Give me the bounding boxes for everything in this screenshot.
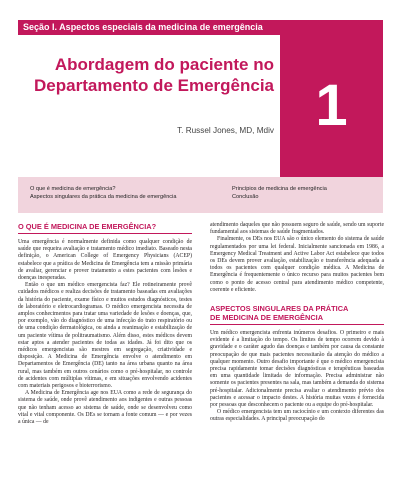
- section-heading-what-is-em: [18, 222, 192, 234]
- section-heading-line2: DE MEDICINA DE EMERGÊNCIA: [210, 313, 324, 323]
- body-paragraph: Finalmente, os DEs nos EUA são o único elemento do sistema de saúde regulamentados por uma lei federal. Inicialmente sancionada em 1986, a Emergency Medical Treatment and Active Labor Act estabelece que todos os DEs devem prover avaliação, estabilização e transferência adequada a todos os pacientes com qualquer condição médica. A Medicina de Emergência é frequentemente o único recurso para muitos pacientes bem como o ponto de acesso central para atendimento médico competente, coerente e eficiente.: [210, 236, 384, 293]
- chapter-outline-box: [18, 177, 383, 213]
- body-paragraph: O médico emergencista tem um raciocínio e um contexto diferentes das outras especialidades. A principal preocupação do: [210, 409, 384, 423]
- section-heading-text: O QUE É MEDICINA DE EMERGÊNCIA?: [18, 222, 157, 231]
- outline-item: Aspectos singulares da prática da medicina de emergência: [30, 194, 177, 200]
- text-column-left: [18, 222, 192, 426]
- section-heading-unique-aspects: [210, 304, 384, 325]
- body-paragraph: A Medicina de Emergência age nos EUA como a rede de segurança do sistema de saúde, onde provê atendimento aos indigentes e outras pessoas que não tenham acesso ao sistema de saúde, onde se desenvolveu como vital e vital componente. Os DEs se tornam a fonte comum — e por vezes a única — de: [18, 390, 192, 426]
- chapter-title: [26, 54, 274, 96]
- body-paragraph: atendimento daqueles que não possuem seguro de saúde, sendo um suporte fundamental aos sistemas de saúde fragmentados.: [210, 222, 384, 236]
- section-heading-line1: ASPECTOS SINGULARES DA PRÁTICA: [210, 304, 349, 314]
- outline-column-right: [232, 185, 380, 201]
- outline-item: O que é medicina de emergência?: [30, 186, 116, 192]
- section-header-bar: Seção I. Aspectos especiais da medicina de emergência: [18, 20, 383, 35]
- chapter-title-line2: Departamento de Emergência: [34, 76, 274, 95]
- author-byline: T. Russel Jones, MD, Mdiv: [177, 126, 274, 135]
- chapter-title-line1: Abordagem do paciente no: [54, 55, 274, 74]
- body-paragraph: Então o que um médico emergencista faz? Ele rotineiramente provê cuidados médicos e realiza decisões de tratamento baseadas em avaliações da história do paciente, exame físico e muitos estudos diagnósticos, testes de laboratório e eletrocardiogramas. O médico emergencista necessita de amplos conhecimentos para tratar uma variedade de lesões e doenças, que, por exemplo, vão do diagnóstico de uma infecção do trato respiratório ou de uma condição dermatológica, ou ainda a reanimação e estabilização de um paciente vítima de politraumatismo. Além disso, estes médicos devem estar aptos a atender pacientes de todas as idades. Já foi dito que os médicos emergencistas são mestres em segregação, criatividade e disposição. A Medicina de Emergência envolve o atendimento em Departamentos de Emergência (DE) tanto na área urbana quanto na área rural, mas também em outros cenários como o pré-hospitalar, no controle de acidentes com múltiplas vítimas, e em situações envolvendo acidentes com materiais perigosos e bioterrorismo.: [18, 282, 192, 390]
- chapter-number-block: 1: [280, 35, 383, 177]
- body-paragraph: Um médico emergencista enfrenta inúmeros desafios. O primeiro e mais evidente é a limitação do tempo. Os limites de tempo ocorrem devido à gravidade e o caráter agudo das doenças e também por causa da constante preocupação de que mais pacientes necessitarão da atenção do médico a qualquer momento. Outro desafio importante é que o médico emergencista precisa rapidamente tomar decisões diagnósticas e terapêuticas baseadas em uma quantidade limitada de informação. Precisa administrar não somente os pacientes presentes na sala, mas também a demanda do sistema pré-hospitalar. Adicionalmente precisa avaliar o atendimento prévio dos pacientes e acessar o impacto destes. A história muitas vezes é fornecida por pessoas que desconhecem o paciente ou a equipe do pré-hospitalar.: [210, 330, 384, 409]
- section-spacer: [210, 294, 384, 304]
- outline-column-left: [30, 185, 210, 201]
- body-paragraph: Uma emergência é normalmente definida como qualquer condição de saúde que requeira avaliação e tratamento médico imediato. Baseado nesta definição, o American College of Emergency Physicians (ACEP) estabelece que a prática de Medicina de Emergência tem a missão primária de avaliar, gerenciar e prover tratamento a estes pacientes com lesões e doenças inesperadas.: [18, 239, 192, 282]
- outline-item: Conclusão: [232, 194, 259, 200]
- text-column-right: [210, 222, 384, 424]
- outline-item: Princípios de medicina de emergência: [232, 186, 327, 192]
